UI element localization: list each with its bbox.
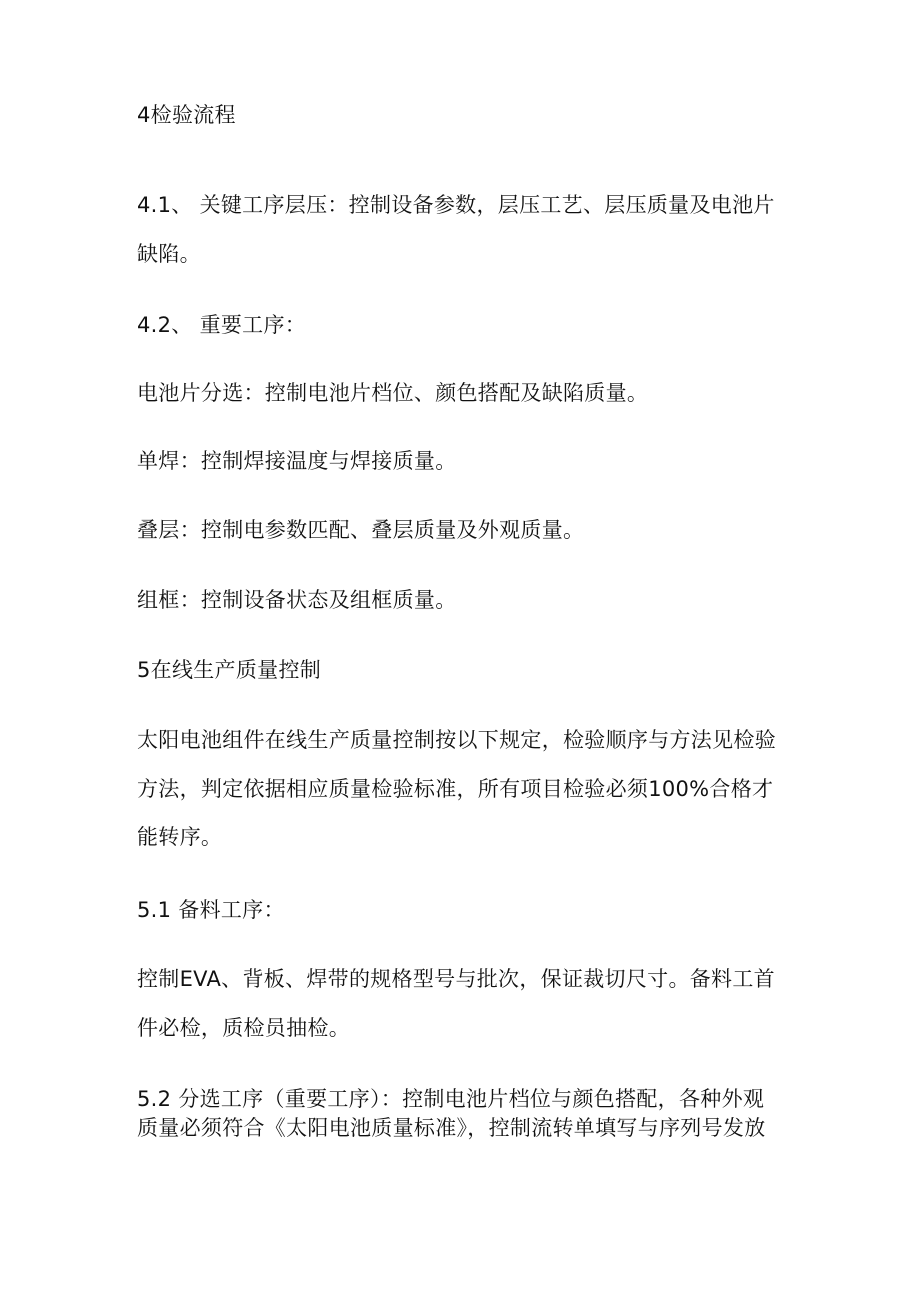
section-heading-4: 4检验流程	[137, 103, 236, 127]
paragraph-layup: 叠层：控制电参数匹配、叠层质量及外观质量。	[137, 518, 585, 542]
section-heading-5: 5在线生产质量控制	[137, 658, 322, 682]
paragraph-framing: 组框：控制设备状态及组框质量。	[137, 588, 457, 612]
paragraph-cell-sorting: 电池片分选：控制电池片档位、颜色搭配及缺陷质量。	[137, 381, 649, 405]
paragraph-5-line-1: 太阳电池组件在线生产质量控制按以下规定，检验顺序与方法见检验	[137, 728, 776, 752]
paragraph-5-2-line-1: 5.2 分选工序（重要工序）：控制电池片档位与颜色搭配，各种外观	[137, 1087, 765, 1111]
paragraph-4-1-line-2: 缺陷。	[137, 242, 201, 266]
paragraph-4-1-line-1: 4.1、 关键工序层压：控制设备参数，层压工艺、层压质量及电池片	[137, 193, 775, 217]
paragraph-5-1-body-line-1: 控制EVA、背板、焊带的规格型号与批次，保证裁切尺寸。备料工首	[137, 967, 775, 991]
paragraph-5-1-body-line-2: 件必检，质检员抽检。	[137, 1016, 350, 1040]
paragraph-5-1: 5.1 备料工序：	[137, 898, 285, 922]
paragraph-5-2-line-2: 质量必须符合《太阳电池质量标准》，控制流转单填写与序列号发放	[137, 1116, 766, 1140]
paragraph-5-line-2: 方法，判定依据相应质量检验标准，所有项目检验必须100%合格才	[137, 777, 774, 801]
paragraph-5-line-3: 能转序。	[137, 825, 223, 849]
paragraph-4-2: 4.2、 重要工序：	[137, 313, 307, 337]
paragraph-single-weld: 单焊：控制焊接温度与焊接质量。	[137, 449, 457, 473]
